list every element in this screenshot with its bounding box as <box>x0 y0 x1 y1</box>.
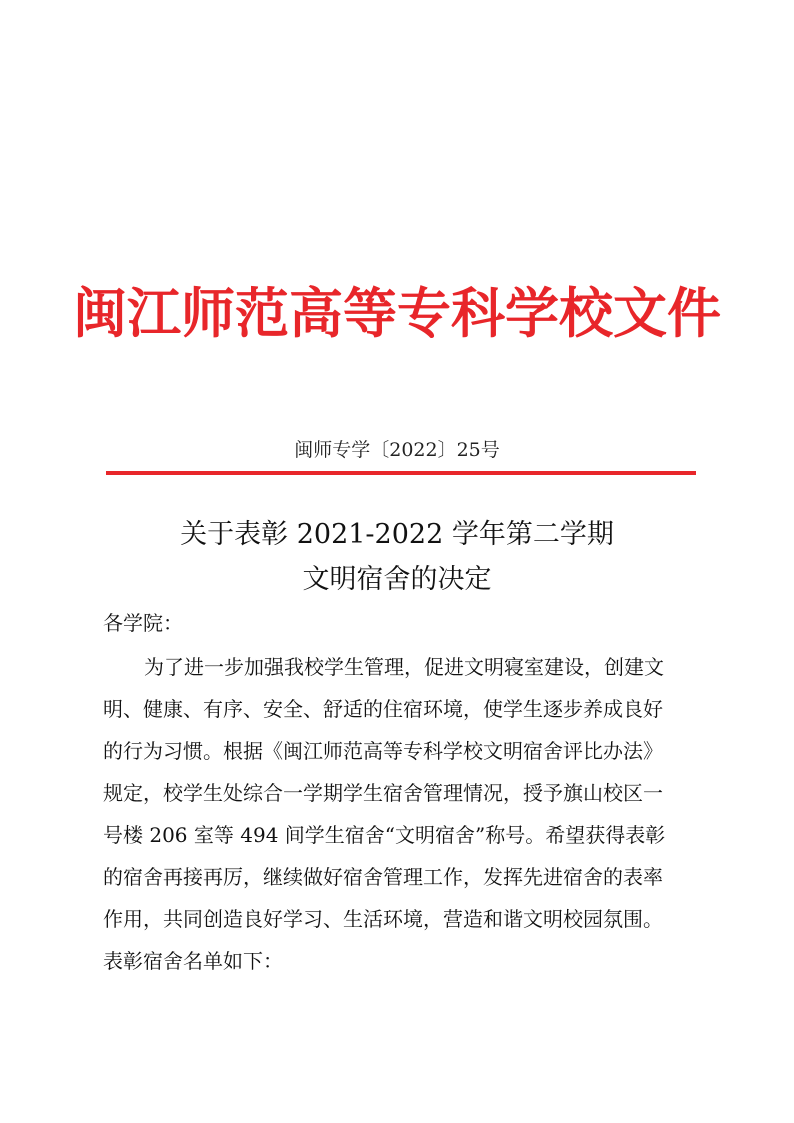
red-divider-line <box>106 471 696 475</box>
document-masthead: 闽江师范高等专科学校文件 <box>73 281 721 345</box>
body-paragraph-line: 号楼 206 室等 494 间学生宿舍“文明宿舍”称号。希望获得表彰 <box>103 823 666 847</box>
salutation: 各学院： <box>103 611 183 635</box>
body-paragraph-line: 作用，共同创造良好学习、生活环境，营造和谐文明校园氛围。 <box>103 907 663 931</box>
body-paragraph-line: 为了进一步加强我校学生管理，促进文明寝室建设，创建文 <box>144 655 664 679</box>
document-number: 闽师专学〔2022〕25号 <box>294 439 500 461</box>
body-paragraph-line: 的宿舍再接再厉，继续做好宿舍管理工作，发挥先进宿舍的表率 <box>103 865 663 889</box>
document-title-line-1: 关于表彰 2021-2022 学年第二学期 <box>180 519 614 550</box>
body-paragraph-line: 明、健康、有序、安全、舒适的住宿环境，使学生逐步养成良好 <box>103 697 663 721</box>
body-paragraph-line: 的行为习惯。根据《闽江师范高等专科学校文明宿舍评比办法》 <box>103 739 663 763</box>
body-paragraph-line: 表彰宿舍名单如下： <box>103 949 283 973</box>
document-title-line-2: 文明宿舍的决定 <box>302 564 492 595</box>
body-paragraph-line: 规定，校学生处综合一学期学生宿舍管理情况，授予旗山校区一 <box>103 781 663 805</box>
